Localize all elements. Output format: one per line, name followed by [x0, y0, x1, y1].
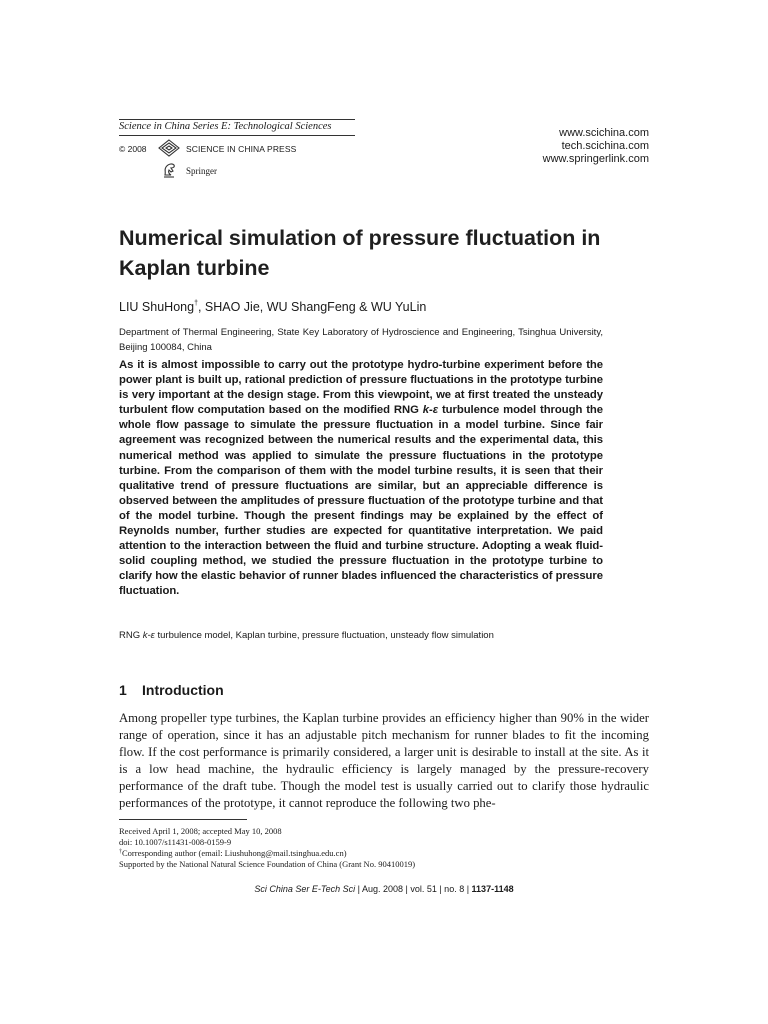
keywords [119, 630, 494, 641]
url-springerlink[interactable]: www.springerlink.com [542, 153, 649, 165]
paper-title: Numerical simulation of pressure fluctuation in Kaplan turbine [119, 226, 601, 280]
keywords-end: turbulence model, Kaplan turbine, pressure fluctuation, unsteady flow simulation [154, 630, 494, 641]
journal-series-title: Science in China Series E: Technological Sciences [119, 121, 332, 132]
author-rest: , SHAO Jie, WU ShangFeng & WU YuLin [197, 300, 427, 314]
running-footer [0, 884, 768, 894]
series-rule-top [119, 119, 355, 120]
footer-pages: 1137-1148 [471, 884, 514, 894]
abstract [119, 358, 603, 600]
footnote-received: Received April 1, 2008; accepted May 10, 2008 [119, 826, 282, 836]
introduction-paragraph: Among propeller type turbines, the Kaplan turbine provides an efficiency higher than 90% in the wider range of operation, since it has an adjustable pitch mechanism for runner blades to fit the incoming flow. If the cost performance is primarily considered, a larger unit is desirable to install at the site. As it is a low head machine, the hydraulic efficiency is largely managed by the pressure-recovery performance of the draft tube. Though the model test is usually carried out to clarify those hydraulic performances of the prototype, it cannot reproduce the following two phe- [119, 711, 649, 810]
footnote-corresponding-mark: † [119, 849, 122, 855]
springer-name: Springer [186, 166, 217, 176]
footnote-corresponding [119, 847, 415, 859]
keywords-start: RNG [119, 630, 143, 641]
url-tech-scichina[interactable]: tech.scichina.com [561, 140, 649, 152]
footnotes [119, 826, 415, 869]
footnote-rule [119, 819, 247, 820]
author-list [119, 300, 426, 314]
footnote-support: Supported by the National Natural Science Foundation of China (Grant No. 90410019) [119, 858, 416, 869]
keywords-k-epsilon-symbol: k-ε [142, 630, 155, 641]
series-rule-bottom [119, 135, 355, 136]
section-heading [119, 682, 224, 698]
footnote-doi: doi: 10.1007/s11431-008-0159-9 [119, 836, 232, 847]
press-name: SCIENCE IN CHINA PRESS [186, 144, 297, 154]
url-scichina[interactable]: www.scichina.com [559, 127, 649, 139]
springer-chess-knight-icon [160, 161, 178, 179]
affiliation: Department of Thermal Engineering, State Key Laboratory of Hydroscience and Engineering, Tsinghua University, Beijing 100084, China [119, 327, 603, 353]
journal-urls [543, 127, 649, 166]
copyright-notice: © 2008 [119, 144, 147, 154]
footer-issue-info: | Aug. 2008 | vol. 51 | no. 8 | [355, 884, 472, 894]
abstract-k-epsilon-symbol: k-ε [422, 404, 439, 417]
corresponding-author-mark: † [194, 300, 198, 307]
section-number: 1 [119, 682, 127, 698]
footer-journal-abbrev: Sci China Ser E-Tech Sci [254, 884, 356, 894]
science-in-china-press-logo-icon [158, 139, 180, 157]
abstract-text-start: As it is almost impossible to carry out the prototype hydro-turbine experiment before the power plant is built up, rational prediction of pressure fluctuations in the prototype turbine is very important at the design stage. From this viewpoint, we at first treated the unsteady turbulent flow computation based on the modified RNG [119, 359, 603, 417]
section-title: Introduction [142, 682, 224, 698]
abstract-text-end: turbulence model through the whole flow passage to simulate the pressure fluctuation in a model turbine. Since fair agreement was recognized between the numerical results and the experimental data, this numerical method was applied to simulate the pressure fluctuations in the prototype turbine. From the comparison of them with the model turbine results, it is seen that their qualitative trend of pressure fluctuations are similar, but an appreciable difference is observed between the amplitudes of pressure fluctuation of the prototype turbine and that of the model turbine. Though the present findings may be explained by the effect of Reynolds number, further studies are expected for quantitative interpretation. We paid attention to the interaction between the fluid and turbine structure. Adopting a weak fluid-solid coupling method, we studied the pressure fluctuation in the prototype turbine to clarify how the elastic behavior of runner blades influenced the characteristics of pressure fluctuation. [119, 404, 603, 598]
footnote-corresponding-text: Corresponding author (email: Liushuhong@mail.tsinghua.edu.cn) [122, 848, 347, 858]
author-first: LIU ShuHong [119, 300, 195, 314]
